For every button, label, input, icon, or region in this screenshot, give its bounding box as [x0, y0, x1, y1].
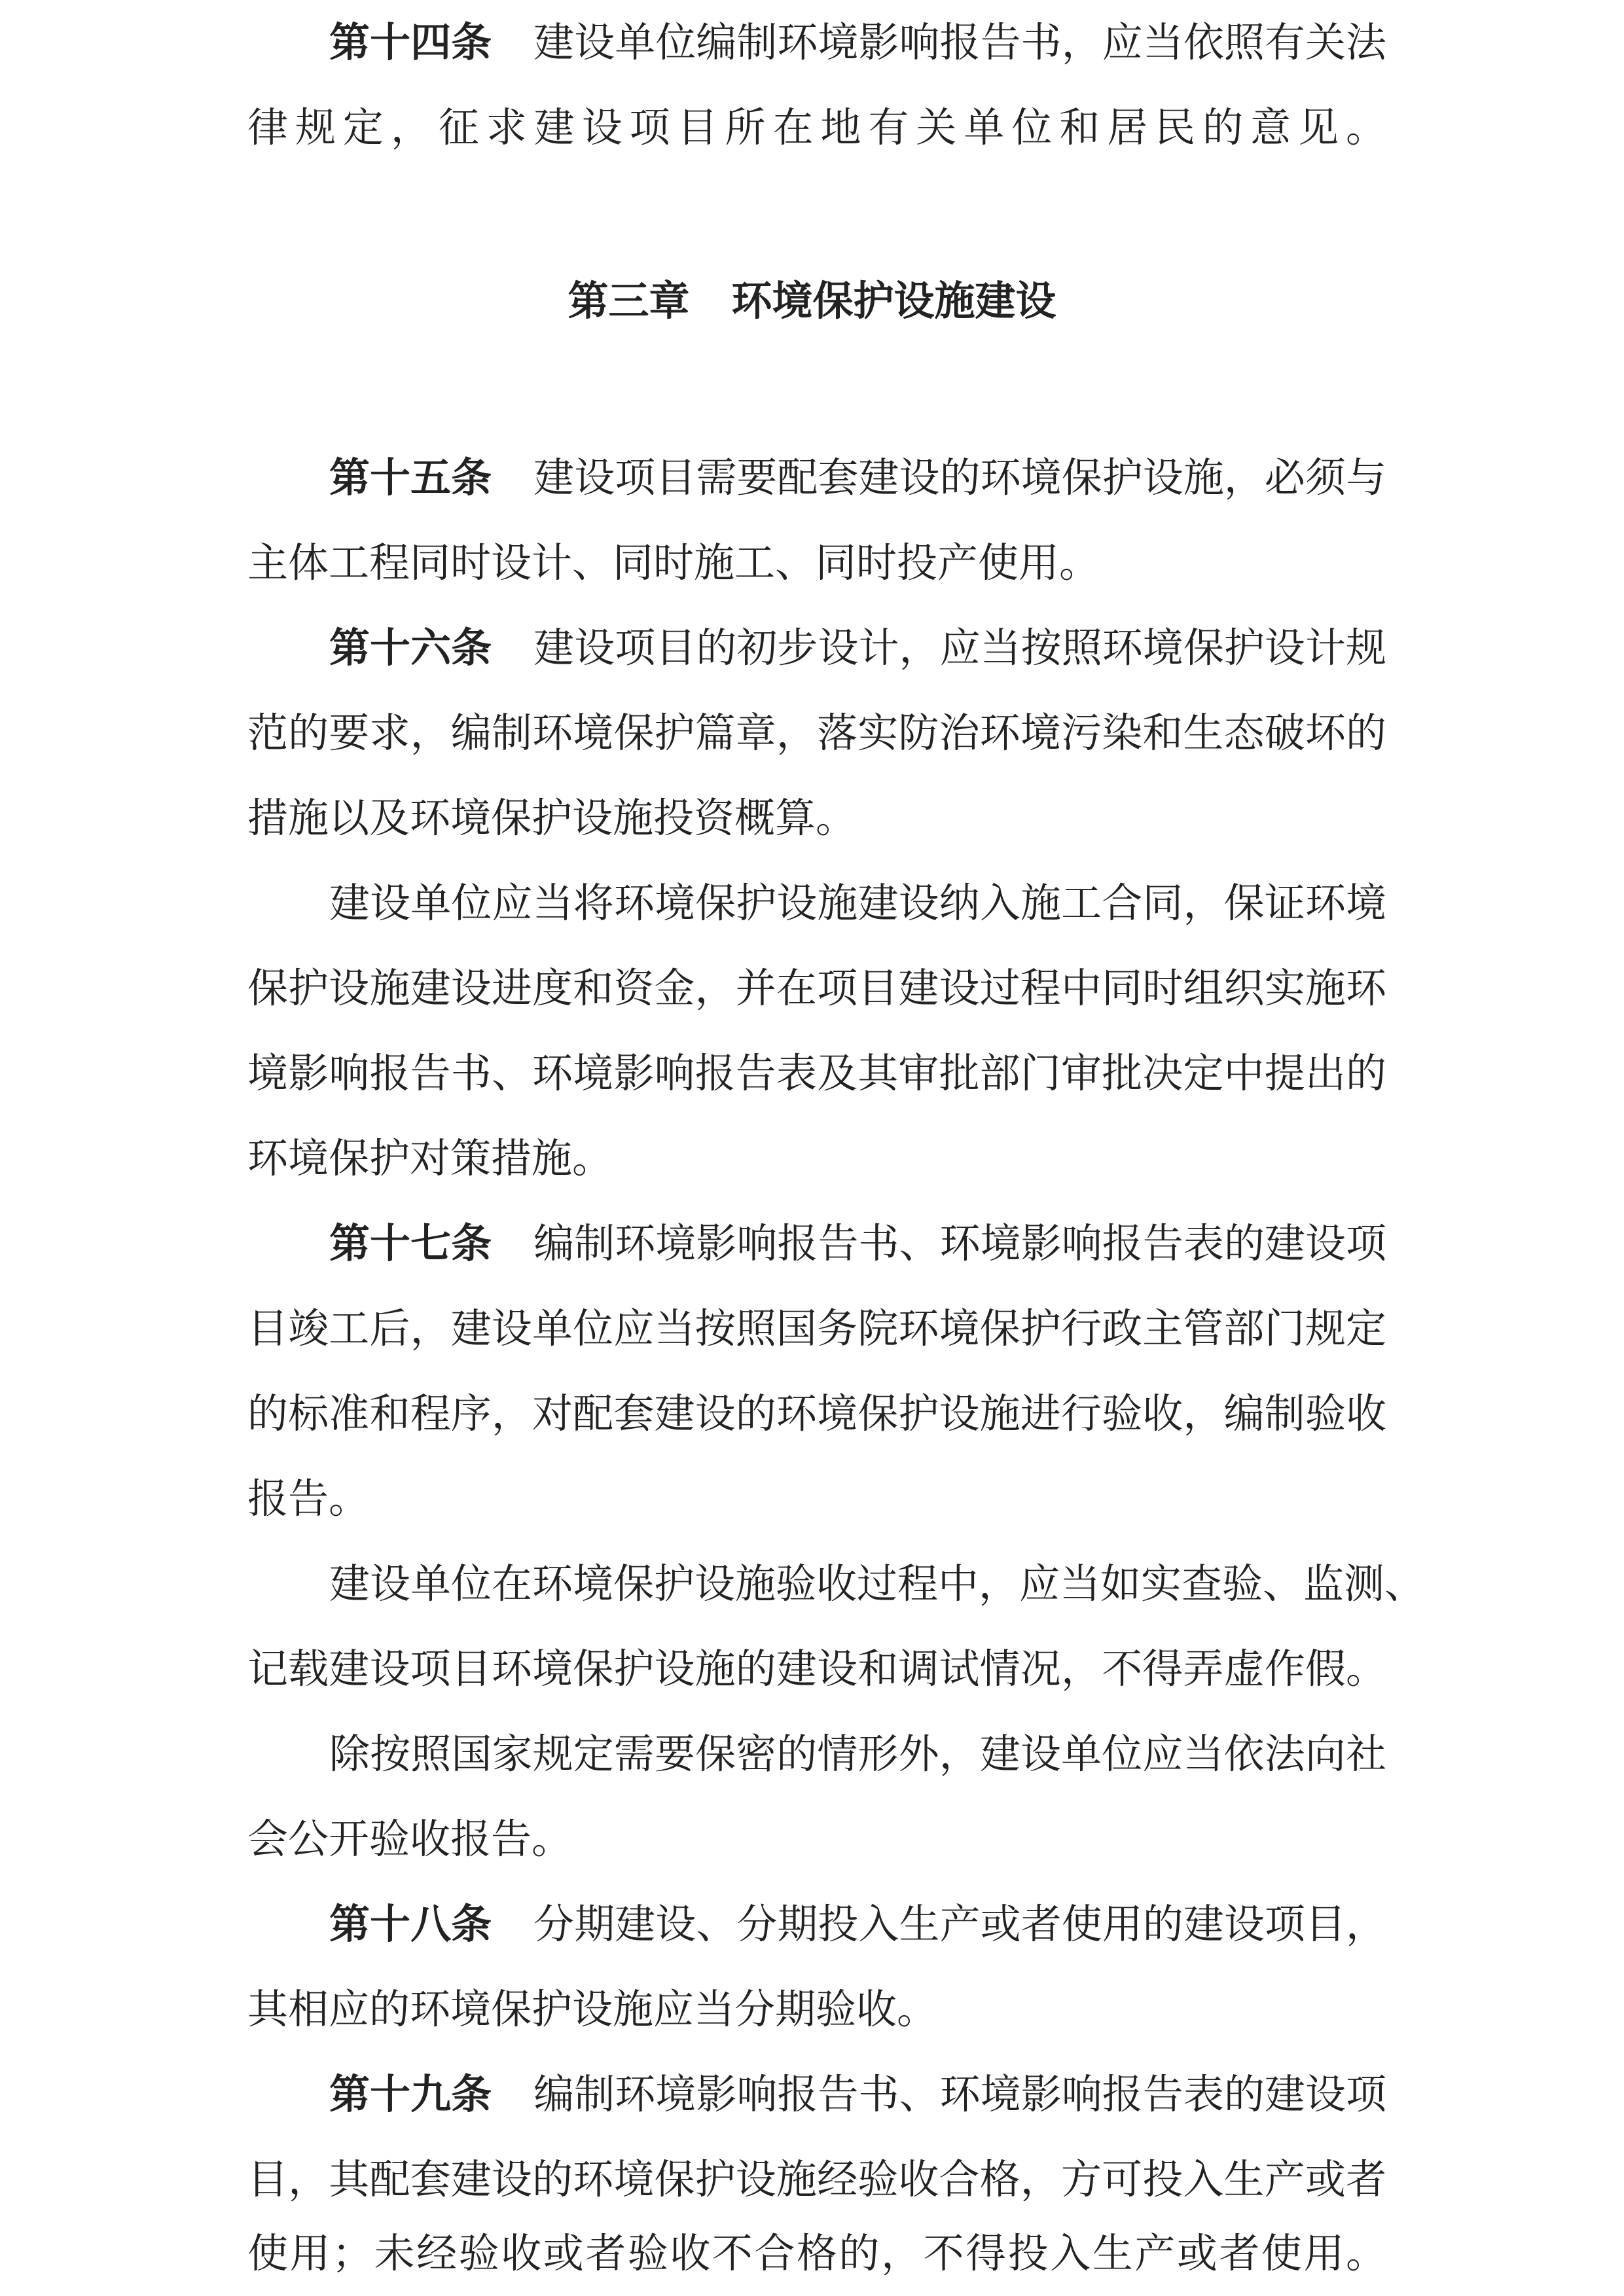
article-18-heading: 第十八条 [329, 1900, 492, 1948]
article-15-heading: 第十五条 [329, 454, 492, 501]
article-14-line-2: 律规定，征求建设项目所在地有关单位和居民的意见。 [247, 103, 1386, 151]
article-17-p2-line-2: 记载建设项目环境保护设施的建设和调试情况，不得弄虚作假。 [247, 1645, 1386, 1693]
article-17-p2-line-1: 建设单位在环境保护设施验收过程中，应当如实查验、监测、 [329, 1560, 1426, 1607]
article-14-text: 建设单位编制环境影响报告书，应当依照有关法 [533, 18, 1386, 66]
article-17-line-4: 报告。 [247, 1475, 370, 1522]
article-17-p3-line-2: 会公开验收报告。 [247, 1815, 573, 1863]
chapter-title [0, 259, 1624, 344]
article-16-line-1 [329, 605, 1386, 691]
article-19-line-2: 目，其配套建设的环境保护设施经验收合格，方可投入生产或者 [247, 2155, 1386, 2203]
article-17-line-2: 目竣工后，建设单位应当按照国务院环境保护行政主管部门规定 [247, 1304, 1386, 1352]
article-14-line-1 [329, 0, 1386, 85]
article-17-heading: 第十七条 [329, 1219, 492, 1267]
chapter-name: 环境保护设施建设 [731, 277, 1056, 325]
article-16-p2-line-3: 境影响报告书、环境影响报告表及其审批部门审批决定中提出的 [247, 1049, 1386, 1097]
article-17-text: 编制环境影响报告书、环境影响报告表的建设项 [533, 1219, 1386, 1267]
article-16-p2-line-2: 保护设施建设进度和资金，并在项目建设过程中同时组织实施环 [247, 964, 1386, 1012]
article-19-text: 编制环境影响报告书、环境影响报告表的建设项 [533, 2070, 1386, 2118]
article-17-line-3: 的标准和程序，对配套建设的环境保护设施进行验收，编制验收 [247, 1390, 1386, 1437]
article-17-p3-line-1: 除按照国家规定需要保密的情形外，建设单位应当依法向社 [329, 1730, 1386, 1778]
article-18-line-2: 其相应的环境保护设施应当分期验收。 [247, 1985, 938, 2033]
article-15-text: 建设项目需要配套建设的环境保护设施，必须与 [533, 454, 1386, 501]
article-17-line-1 [329, 1201, 1386, 1286]
article-16-line-2: 范的要求，编制环境保护篇章，落实防治环境污染和生态破坏的 [247, 709, 1386, 757]
article-16-line-3: 措施以及环境保护设施投资概算。 [247, 794, 857, 842]
article-16-text: 建设项目的初步设计，应当按照环境保护设计规 [533, 624, 1386, 672]
article-14-heading: 第十四条 [329, 18, 492, 66]
article-15-line-1 [329, 435, 1386, 520]
article-19-heading: 第十九条 [329, 2070, 492, 2118]
article-19-line-3: 使用；未经验收或者验收不合格的，不得投入生产或者使用。 [247, 2229, 1386, 2277]
chapter-number: 第三章 [568, 277, 690, 325]
article-16-p2-line-1: 建设单位应当将环境保护设施建设纳入施工合同，保证环境 [329, 879, 1386, 927]
article-16-p2-line-4: 环境保护对策措施。 [247, 1134, 613, 1182]
article-18-text: 分期建设、分期投入生产或者使用的建设项目， [533, 1900, 1386, 1948]
article-15-line-2: 主体工程同时设计、同时施工、同时投产使用。 [247, 539, 1100, 586]
article-16-heading: 第十六条 [329, 624, 492, 672]
article-19-line-1 [329, 2052, 1386, 2137]
article-18-line-1 [329, 1882, 1386, 1967]
